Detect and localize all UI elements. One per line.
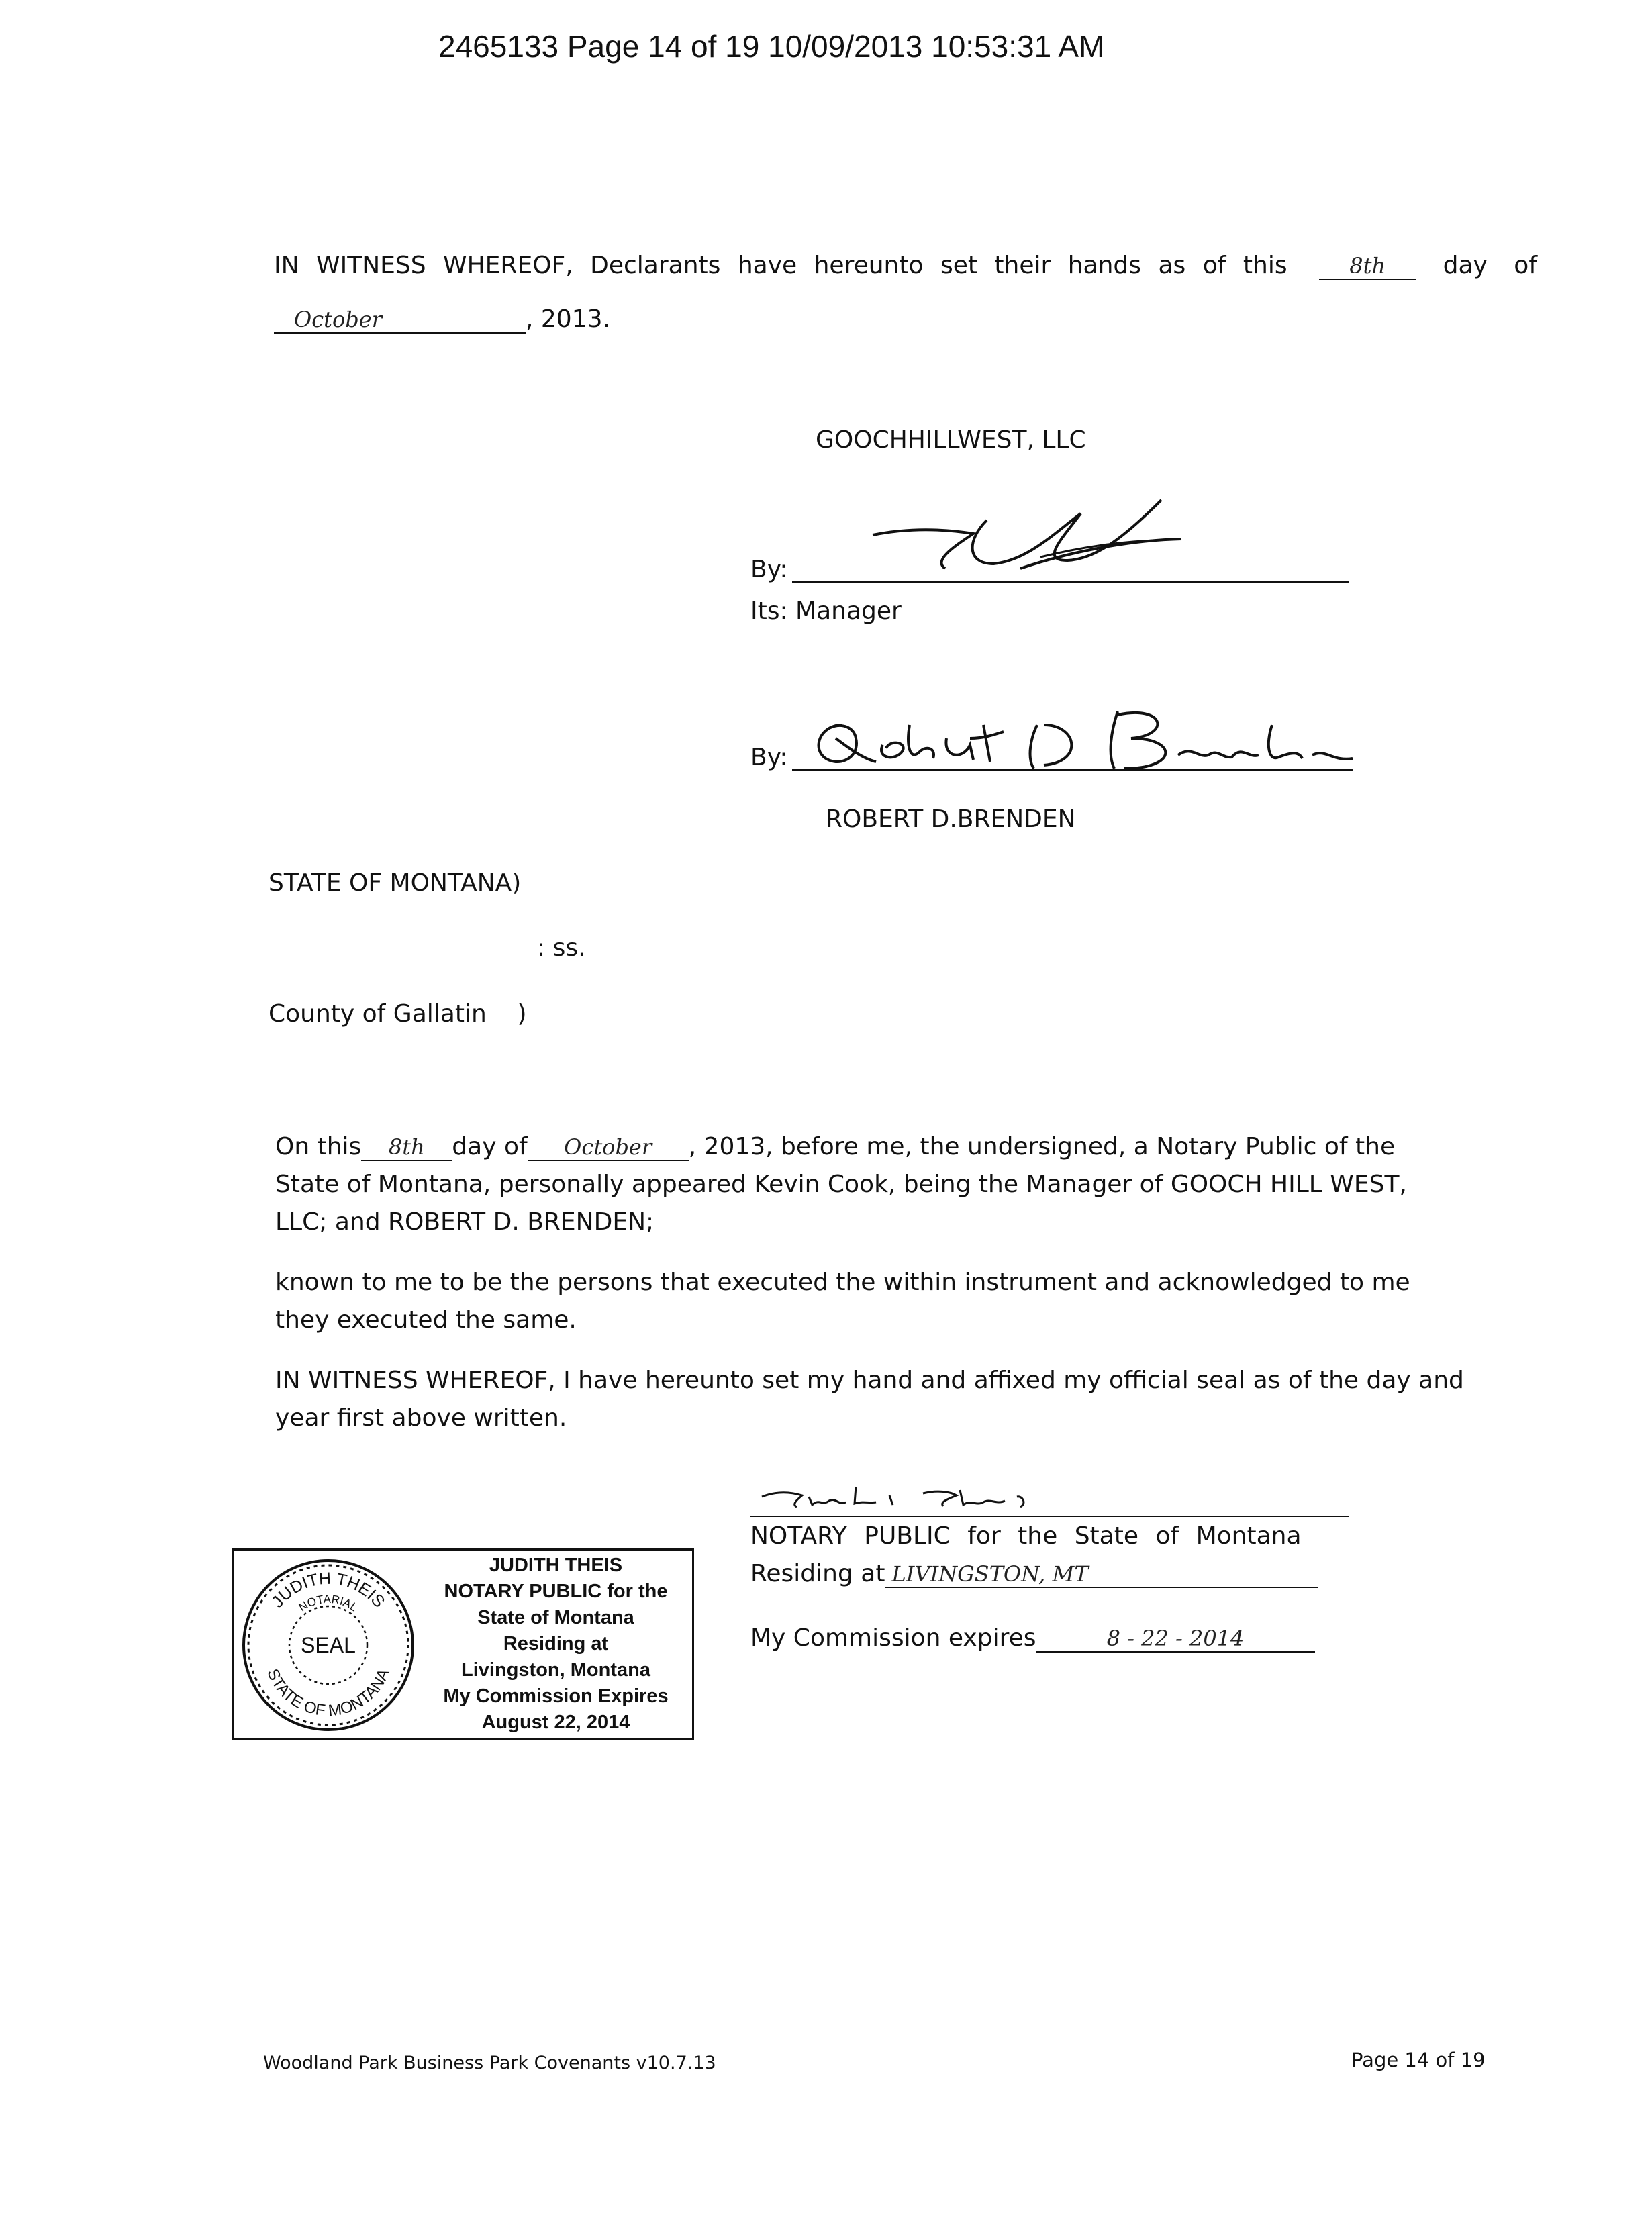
seal-text-block bbox=[422, 1553, 690, 1736]
notary-seal-emblem bbox=[240, 1557, 416, 1733]
company-name: GOOCHHILLWEST, LLC bbox=[816, 426, 1086, 454]
notary-signature bbox=[755, 1477, 1064, 1517]
its-manager-label: Its: Manager bbox=[750, 597, 902, 625]
notary-commission-label: My Commission expires bbox=[750, 1624, 1036, 1652]
svg-text:NOTARIAL bbox=[297, 1593, 360, 1614]
brenden-signature bbox=[802, 698, 1359, 779]
notary-residing-label: Residing at bbox=[750, 1560, 885, 1587]
acknowledgment-p3-line1: IN WITNESS WHEREOF, I have hereunto set my hand and affixed my official seal as of the day and bbox=[275, 1367, 1464, 1394]
witness-clause-prefix: IN WITNESS WHEREOF, Declarants have hereunto set their hands as of this bbox=[274, 252, 1287, 279]
witness-day-blank bbox=[1319, 252, 1537, 280]
ack-on-this: On this bbox=[275, 1133, 362, 1161]
footer-page-number: Page 14 of 19 bbox=[1351, 2049, 1486, 2071]
seal-line: State of Montana bbox=[477, 1607, 634, 1628]
notary-commission-value: 8 - 22 - 2014 bbox=[1036, 1626, 1315, 1653]
manager-signature bbox=[866, 493, 1195, 587]
seal-ring-top: JUDITH THEIS bbox=[268, 1569, 389, 1612]
notary-residing-row bbox=[750, 1560, 1318, 1588]
acknowledgment-line1 bbox=[275, 1133, 1395, 1161]
acknowledgment-p2-line1: known to me to be the persons that executed the within instrument and acknowledged to me bbox=[275, 1269, 1410, 1296]
witness-year: , 2013. bbox=[526, 305, 610, 333]
by-label-manager: By: bbox=[750, 556, 788, 583]
seal-center-text: SEAL bbox=[301, 1633, 356, 1657]
footer-document-title: Woodland Park Business Park Covenants v10.7.13 bbox=[263, 2053, 716, 2073]
venue-ss: : ss. bbox=[537, 934, 586, 962]
seal-ring-inner: NOTARIAL bbox=[296, 1592, 360, 1614]
by-label-brenden: By: bbox=[750, 744, 788, 771]
seal-line: NOTARY PUBLIC for the bbox=[444, 1581, 668, 1602]
witness-clause-line1 bbox=[274, 252, 1537, 280]
ack-line1-end: , 2013, before me, the undersigned, a Notary Public of the bbox=[688, 1133, 1396, 1161]
witness-day-value: 8th bbox=[1319, 253, 1416, 280]
seal-ring-bottom: STATE OF MONTANA bbox=[263, 1666, 393, 1720]
witness-month-value: October bbox=[274, 307, 526, 334]
seal-line: August 22, 2014 bbox=[481, 1712, 630, 1733]
acknowledgment-line3: LLC; and ROBERT D. BRENDEN; bbox=[275, 1208, 654, 1236]
person-name: ROBERT D.BRENDEN bbox=[826, 805, 1076, 833]
acknowledgment-p3-line2: year first above written. bbox=[275, 1404, 567, 1432]
witness-clause-line2 bbox=[274, 305, 610, 334]
seal-line: My Commission Expires bbox=[443, 1685, 669, 1707]
acknowledgment-p2-line2: they executed the same. bbox=[275, 1306, 577, 1334]
ack-day-value: 8th bbox=[361, 1134, 452, 1161]
notary-title: NOTARY PUBLIC for the State of Montana bbox=[750, 1522, 1302, 1550]
recording-stamp: 2465133 Page 14 of 19 10/09/2013 10:53:31 AM bbox=[438, 29, 1105, 64]
venue-county: County of Gallatin ) bbox=[269, 1000, 527, 1028]
venue-state: STATE OF MONTANA) bbox=[269, 869, 522, 897]
ack-day-of: day of bbox=[452, 1133, 528, 1161]
witness-day-suffix: day of bbox=[1443, 252, 1537, 279]
notary-commission-row bbox=[750, 1624, 1315, 1653]
ack-month-value: October bbox=[528, 1134, 689, 1161]
seal-line: Livingston, Montana bbox=[461, 1659, 650, 1681]
notary-signature-line bbox=[750, 1516, 1349, 1517]
notary-seal-stamp bbox=[232, 1548, 694, 1740]
acknowledgment-line2: State of Montana, personally appeared Kevin Cook, being the Manager of GOOCH HILL WEST, bbox=[275, 1171, 1407, 1198]
notary-residing-value: LIVINGSTON, MT bbox=[885, 1561, 1318, 1588]
seal-line: JUDITH THEIS bbox=[489, 1555, 623, 1576]
seal-line: Residing at bbox=[503, 1633, 609, 1655]
